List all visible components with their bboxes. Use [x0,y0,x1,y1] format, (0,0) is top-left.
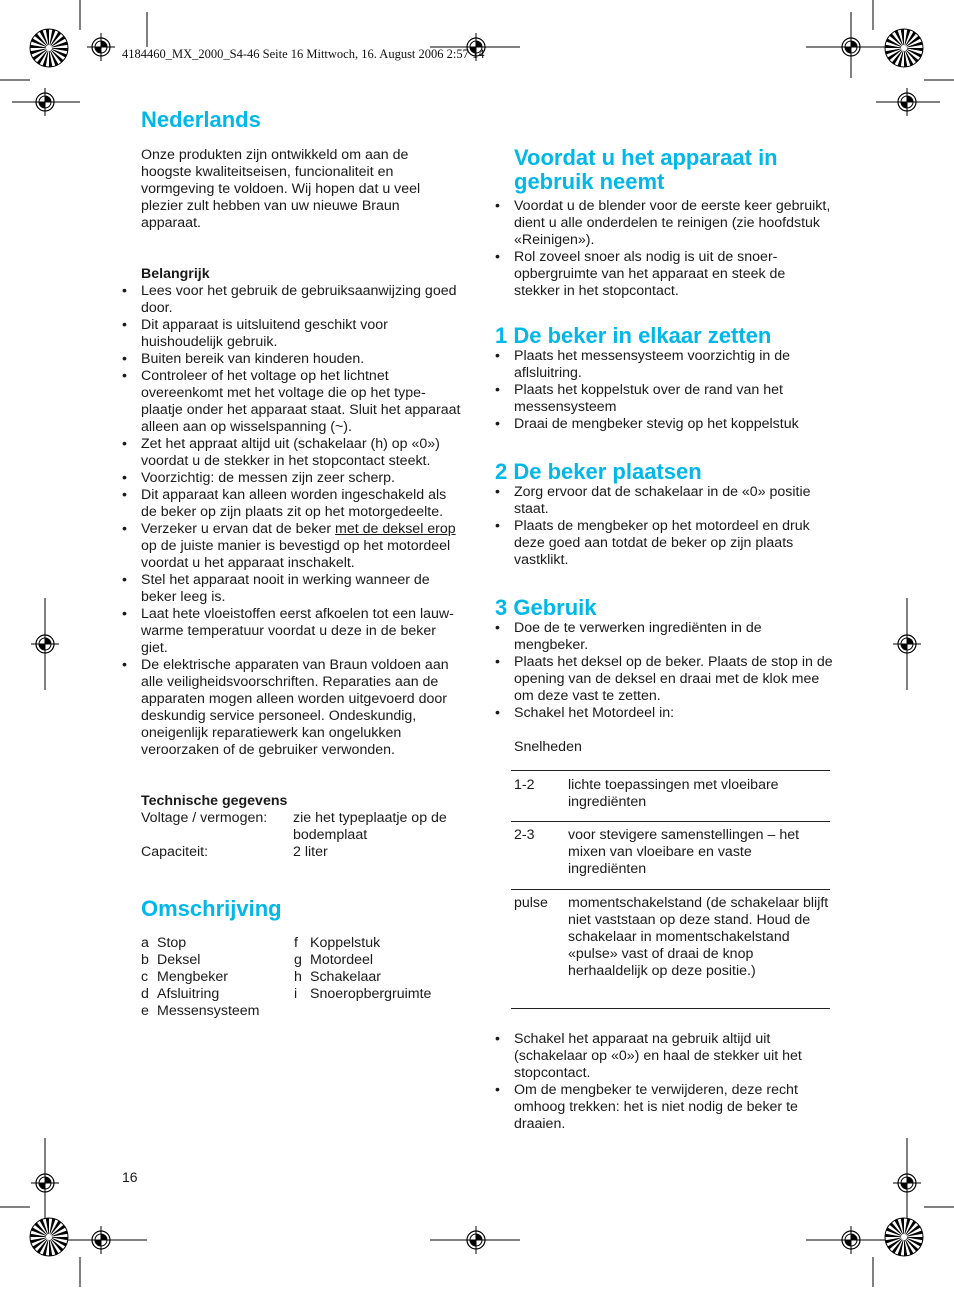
part-item [141,1003,294,1020]
left-column [141,108,461,1020]
part-item [294,935,454,952]
section-3 [495,595,834,756]
spec-value: 2 liter [293,844,328,860]
before-list [514,198,832,300]
part-item [141,986,294,1003]
section-title-2: 2 De beker plaatsen [495,459,702,484]
part-name: Deksel [157,952,201,968]
registration-target [893,1169,921,1197]
registration-target [87,1226,115,1254]
list-item: • Stel het apparaat nooit in werking wanneer de beker leeg is. [141,572,461,606]
list-item-text: op de juiste manier is bevestigd op het motordeel voordat u het apparaat inschakelt. [141,538,451,571]
list-item: • Laat hete vloeistoffen eerst afkoelen tot een lauw-warme temperatuur voordat u deze in de beker giet. [141,606,461,657]
part-letter: f [294,935,298,951]
registration-target [87,33,115,61]
part-name: Mengbeker [157,969,228,985]
section-title-nederlands: Nederlands [141,107,261,132]
list-item: • Plaats de mengbeker op het motordeel en druk deze goed aan totdat de beker op zijn plaats vastklikt. [514,518,832,569]
list-item: • Buiten bereik van kinderen houden. [141,351,461,368]
speed-key: pulse [514,895,548,911]
list-item-text: Verzeker u ervan dat de beker [141,521,336,537]
speed-desc: voor stevigere samenstellingen – het mixen van vloeibare en vaste ingrediënten [568,827,800,877]
list-item: • Lees voor het gebruik de gebruiksaanwijzing goed door. [141,283,461,317]
registration-target [893,630,921,658]
tech-heading: Technische gegevens [141,793,288,809]
part-letter: i [294,986,298,1002]
print-slug: 4184460_MX_2000_S4-46 Seite 16 Mittwoch, 16. August 2006 2:57 14 [122,47,485,61]
speed-desc: lichte toepassingen met vloeibare ingrediënten [568,777,779,810]
speed-key: 2-3 [514,827,535,843]
part-letter: c [141,969,149,985]
list-item: • Rol zoveel snoer als nodig is uit de snoer-opbergruimte van het apparaat en steek de stekker in het stopcontact. [514,249,832,300]
part-name: Afsluitring [157,986,220,1002]
section-1 [495,323,832,433]
list-item: • Dit apparaat kan alleen worden ingeschakeld als de beker op zijn plaats zit op het motorgedeelte. [141,487,461,521]
part-name: Schakelaar [310,969,381,985]
registration-target [31,88,59,116]
list-item: • Doe de te verwerken ingrediënten in de mengbeker. [514,620,834,654]
after-use [514,1031,832,1133]
s2-list [514,484,832,569]
section-title-voordat: Voordat u het apparaat in gebruik neemt [514,145,778,194]
part-item [294,969,454,986]
spec-label: Voltage / vermogen: [141,810,268,826]
table-row [511,771,830,822]
list-item: • Voordat u de blender voor de eerste keer gebruikt, dient u alle onderdelen te reinigen (zie hoofdstuk «Reinigen»). [514,198,832,249]
section-title-omschrijving: Omschrijving [141,896,282,921]
list-item: • De elektrische apparaten van Braun voldoen aan alle veiligheidsvoorschriften. Reparaties aan de apparaten mogen alleen worden uitgevoerd door deskundig service personeel. Ondeskundig, oneigenlijk reparatiewerk kan ongelukken veroorzaken of de gebruiker verwonden. [141,657,461,759]
spec-label: Capaciteit: [141,844,209,860]
part-name: Messensysteem [157,1003,260,1019]
list-item: • Om de mengbeker te verwijderen, deze recht omhoog trekken: het is niet nodig de beker te draaien. [514,1082,832,1133]
starburst-mark [30,29,68,67]
important-list [141,283,461,759]
part-letter: h [294,969,302,985]
registration-target [462,1226,490,1254]
registration-target [893,88,921,116]
section-title-1: 1 De beker in elkaar zetten [495,323,772,348]
registration-target [837,1226,865,1254]
list-item: • Draai de mengbeker stevig op het koppelstuk [514,416,832,433]
underlined-text: met de deksel erop [335,521,456,537]
part-letter: e [141,1003,149,1019]
section-2 [495,459,832,569]
list-item: • Voorzichtig: de messen zijn zeer scherp. [141,470,461,487]
part-item [294,986,454,1003]
part-name: Snoeropbergruimte [310,986,432,1002]
list-item: • Zet het appraat altijd uit (schakelaar (h) op «0») voordat u de stekker in het stopcontact steekt. [141,436,461,470]
part-letter: d [141,986,149,1002]
spec-row [141,810,461,844]
part-name: Stop [157,935,187,951]
speed-key: 1-2 [514,777,535,793]
starburst-mark [885,1218,923,1256]
list-item: • Plaats het deksel op de beker. Plaats de stop in de opening van de deksel en draai met de klok mee om deze vast te zetten. [514,654,834,705]
starburst-mark [30,1218,68,1256]
starburst-mark [885,29,923,67]
intro-paragraph: Onze produkten zijn ontwikkeld om aan de hoogste kwaliteitseisen, funcionaliteit en vormgeving te voldoen. Wij hopen dat u veel plezier zult hebben van uw nieuwe Braun apparaat. [141,147,421,231]
section-title-3: 3 Gebruik [495,595,597,620]
s3-list [514,620,834,722]
parts-list [141,935,461,1020]
speed-desc: momentschakelstand (de schakelaar blijft niet vaststaan op deze stand. Houd de schakelaar in momentschakelstand «pulse» vast of draai de knop herhaaldelijk op deze positie.) [568,895,829,979]
speeds-heading: Snelheden [514,739,582,755]
important-heading: Belangrijk [141,266,210,282]
registration-target [31,630,59,658]
right-column [514,146,832,300]
part-letter: b [141,952,149,968]
part-name: Koppelstuk [310,935,381,951]
page-number: 16 [122,1169,138,1185]
registration-target [837,33,865,61]
speeds-table [511,770,830,1009]
list-item: • Schakel het Motordeel in: [514,705,834,722]
table-row [511,822,830,890]
spec-value: zie het typeplaatje op de bodemplaat [293,810,447,843]
spec-row [141,844,461,861]
part-item [141,935,294,952]
after-list [514,1031,832,1133]
registration-target [31,1169,59,1197]
part-letter: a [141,935,149,951]
part-letter: g [294,952,302,968]
list-item: • Zorg ervoor dat de schakelaar in de «0» positie staat. [514,484,832,518]
list-item: • Plaats het koppelstuk over de rand van het messensysteem [514,382,832,416]
list-item: • Plaats het messensysteem voorzichtig in de aflsluitring. [514,348,832,382]
list-item: • Dit apparaat is uitsluitend geschikt voor huishoudelijk gebruik. [141,317,461,351]
list-item [141,521,461,572]
list-item: • Controleer of het voltage op het lichtnet overeenkomt met het voltage die op het type-plaatje onder het apparaat staat. Sluit het apparaat alleen aan op wisselspanning (~). [141,368,461,436]
part-name: Motordeel [310,952,374,968]
s1-list [514,348,832,433]
speeds-table-wrap [511,770,830,1009]
tech-specs [141,810,461,861]
part-item [141,952,294,969]
part-item [294,952,454,969]
part-item [141,969,294,986]
table-row [511,890,830,1009]
list-item: • Schakel het apparaat na gebruik altijd uit (schakelaar op «0») en haal de stekker uit het stopcontact. [514,1031,832,1082]
